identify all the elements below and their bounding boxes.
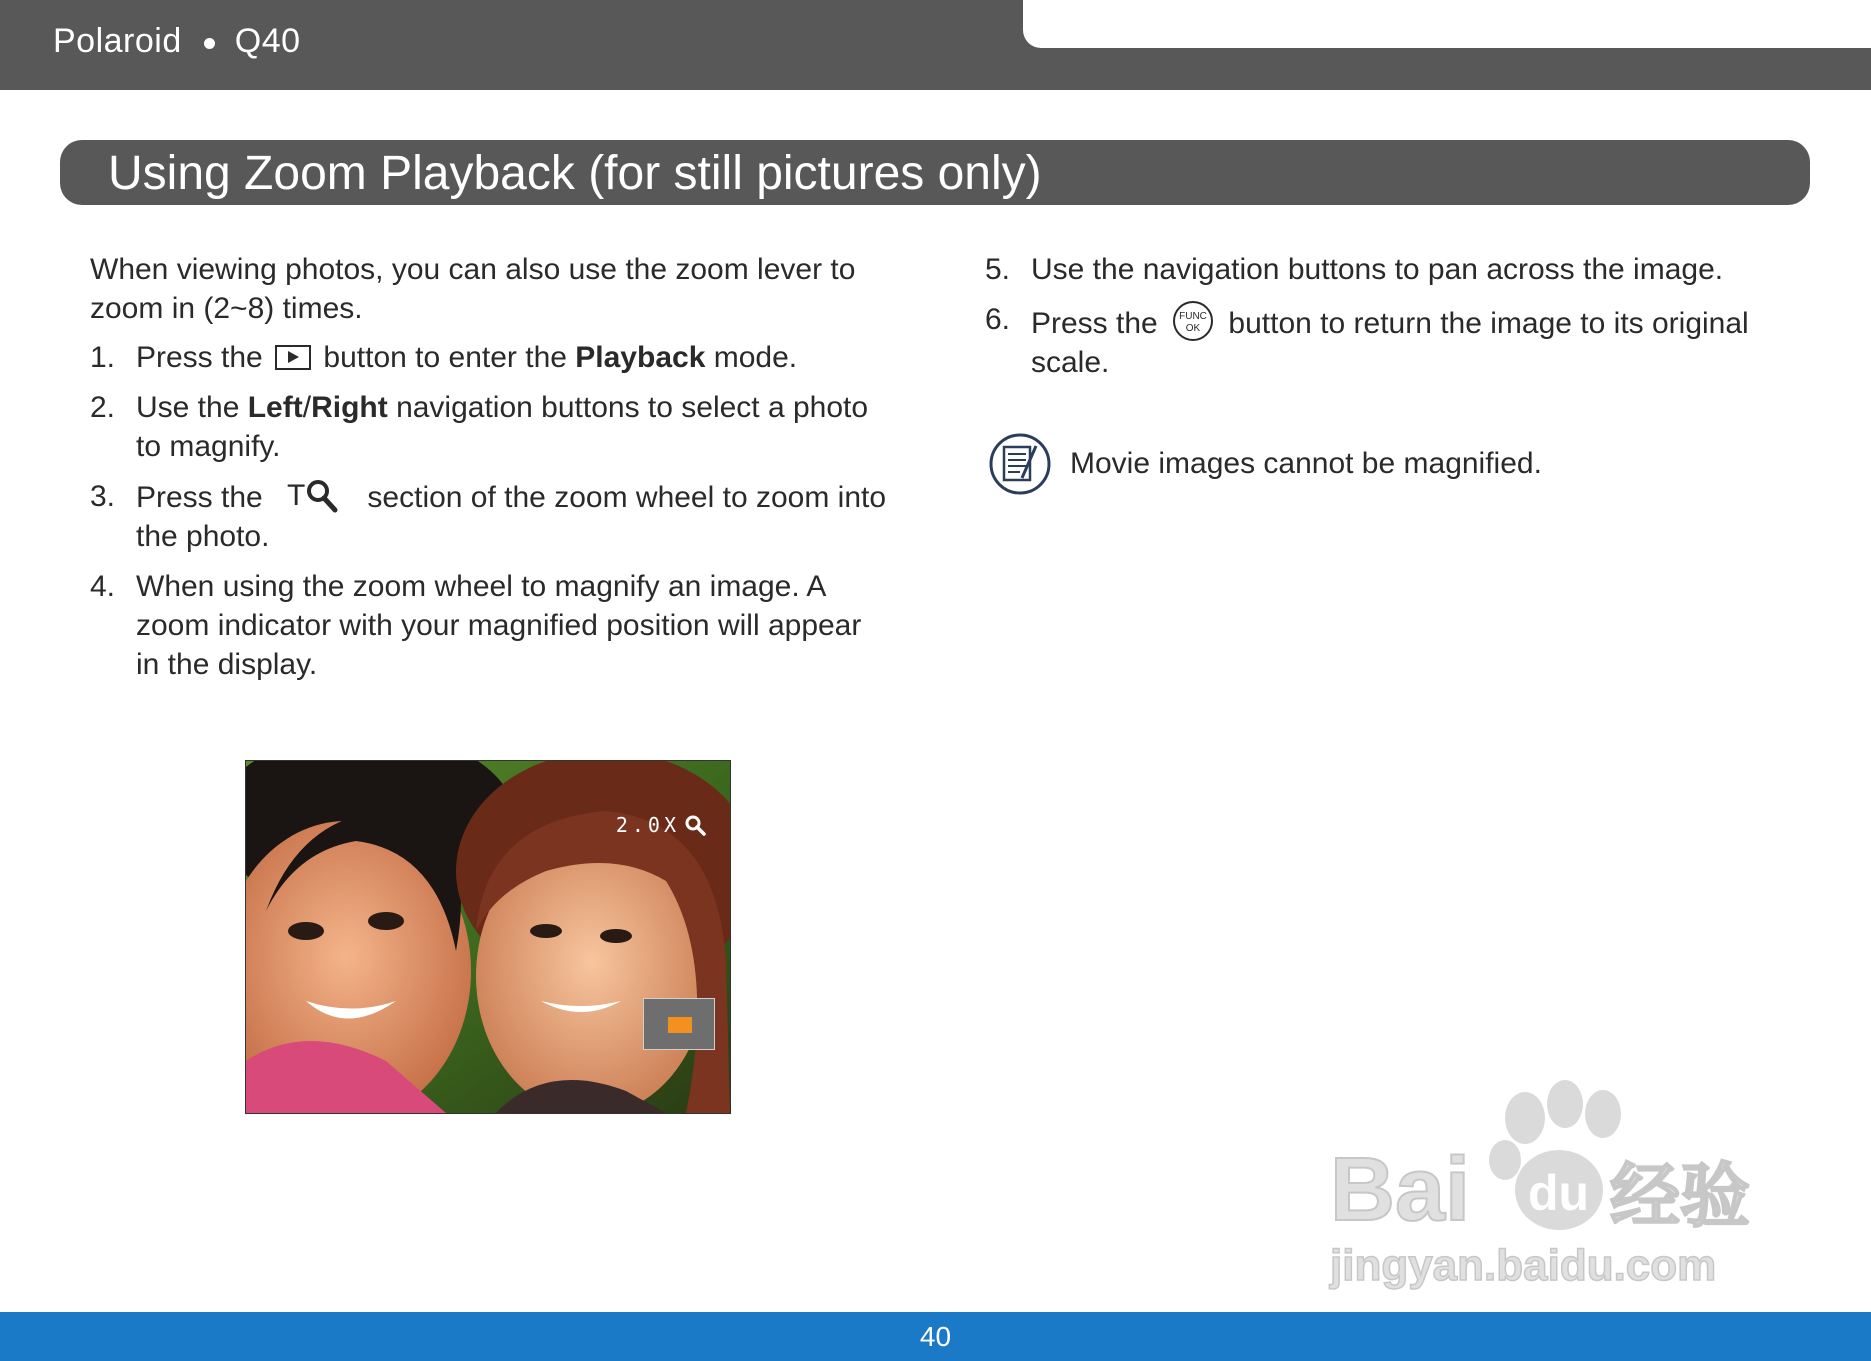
step-2 — [90, 388, 890, 466]
step-text-part: Use the — [136, 391, 240, 424]
zoom-position-marker — [668, 1017, 692, 1033]
ok-label: OK — [1185, 323, 1201, 334]
step-6 — [985, 300, 1815, 382]
step-text-part: / — [302, 391, 312, 424]
step-number: 4. — [90, 570, 116, 603]
left-column — [90, 250, 890, 695]
step-number: 3. — [90, 480, 116, 513]
step-number: 2. — [90, 391, 116, 424]
step-text-part: Press the — [136, 481, 263, 514]
watermark-url: jingyan.baidu.com — [1330, 1241, 1717, 1290]
right-column — [985, 250, 1815, 393]
note-text: Movie images cannot be magnified. — [1070, 447, 1542, 480]
zoom-level-text: 2.0X — [615, 813, 680, 837]
step-5 — [985, 250, 1815, 289]
step-bold-term: Left — [247, 391, 303, 424]
watermark-jingyan: 经验 — [1610, 1155, 1750, 1237]
step-bold-term: Playback — [575, 341, 706, 374]
model-name: Q40 — [234, 22, 301, 60]
step-3 — [90, 477, 890, 556]
step-text-part: section of the zoom wheel to zoom into the photo. — [136, 481, 887, 553]
step-text: Use the navigation buttons to pan across the image. — [1031, 253, 1724, 286]
step-text-part: button to return the image to its original scale. — [1031, 307, 1749, 379]
step-bold-term: Right — [311, 391, 388, 424]
watermark-du: du — [1528, 1165, 1590, 1221]
func-ok-button-icon — [1172, 300, 1214, 342]
zoom-playback-photo — [245, 760, 731, 1114]
zoom-position-navigator — [643, 998, 715, 1050]
step-4 — [90, 567, 890, 684]
func-label: FUNC — [1179, 311, 1207, 322]
footer-bar — [0, 1312, 1871, 1361]
brand-name: Polaroid — [53, 22, 182, 60]
zoom-tele-icon — [285, 477, 341, 513]
step-text-part: button to enter the — [323, 341, 567, 374]
intro-paragraph: When viewing photos, you can also use the zoom lever to zoom in (2~8) times. — [90, 253, 856, 325]
page-number: 40 — [919, 1321, 952, 1352]
header-notch — [1023, 0, 1871, 48]
section-title-bar — [60, 140, 1810, 205]
step-text — [1031, 300, 1815, 382]
page-title: Using Zoom Playback (for still pictures only) — [108, 147, 1042, 200]
step-text — [136, 338, 890, 377]
step-text-part: Press the — [136, 341, 263, 374]
playback-button-icon — [275, 345, 311, 370]
step-number: 6. — [985, 303, 1011, 336]
note-box — [988, 432, 1542, 496]
bullet-dot — [204, 38, 215, 49]
baidu-watermark — [1325, 1080, 1765, 1290]
zoom-level-indicator — [616, 813, 706, 837]
watermark-bai: Bai — [1330, 1140, 1471, 1240]
step-text — [136, 388, 890, 466]
step-text-part: navigation buttons to select a photo to magnify. — [136, 391, 869, 463]
tele-letter: T — [287, 479, 306, 512]
magnifier-icon — [684, 814, 706, 836]
step-text — [136, 477, 890, 556]
step-text-part: mode. — [713, 341, 798, 374]
step-number: 5. — [985, 253, 1011, 286]
step-number: 1. — [90, 341, 116, 374]
step-text-part: Press the — [1031, 307, 1158, 340]
note-icon — [988, 432, 1052, 496]
step-text: When using the zoom wheel to magnify an image. A zoom indicator with your magnified position will appear in the display. — [136, 570, 862, 681]
header-brand — [53, 22, 301, 61]
step-1 — [90, 338, 890, 377]
